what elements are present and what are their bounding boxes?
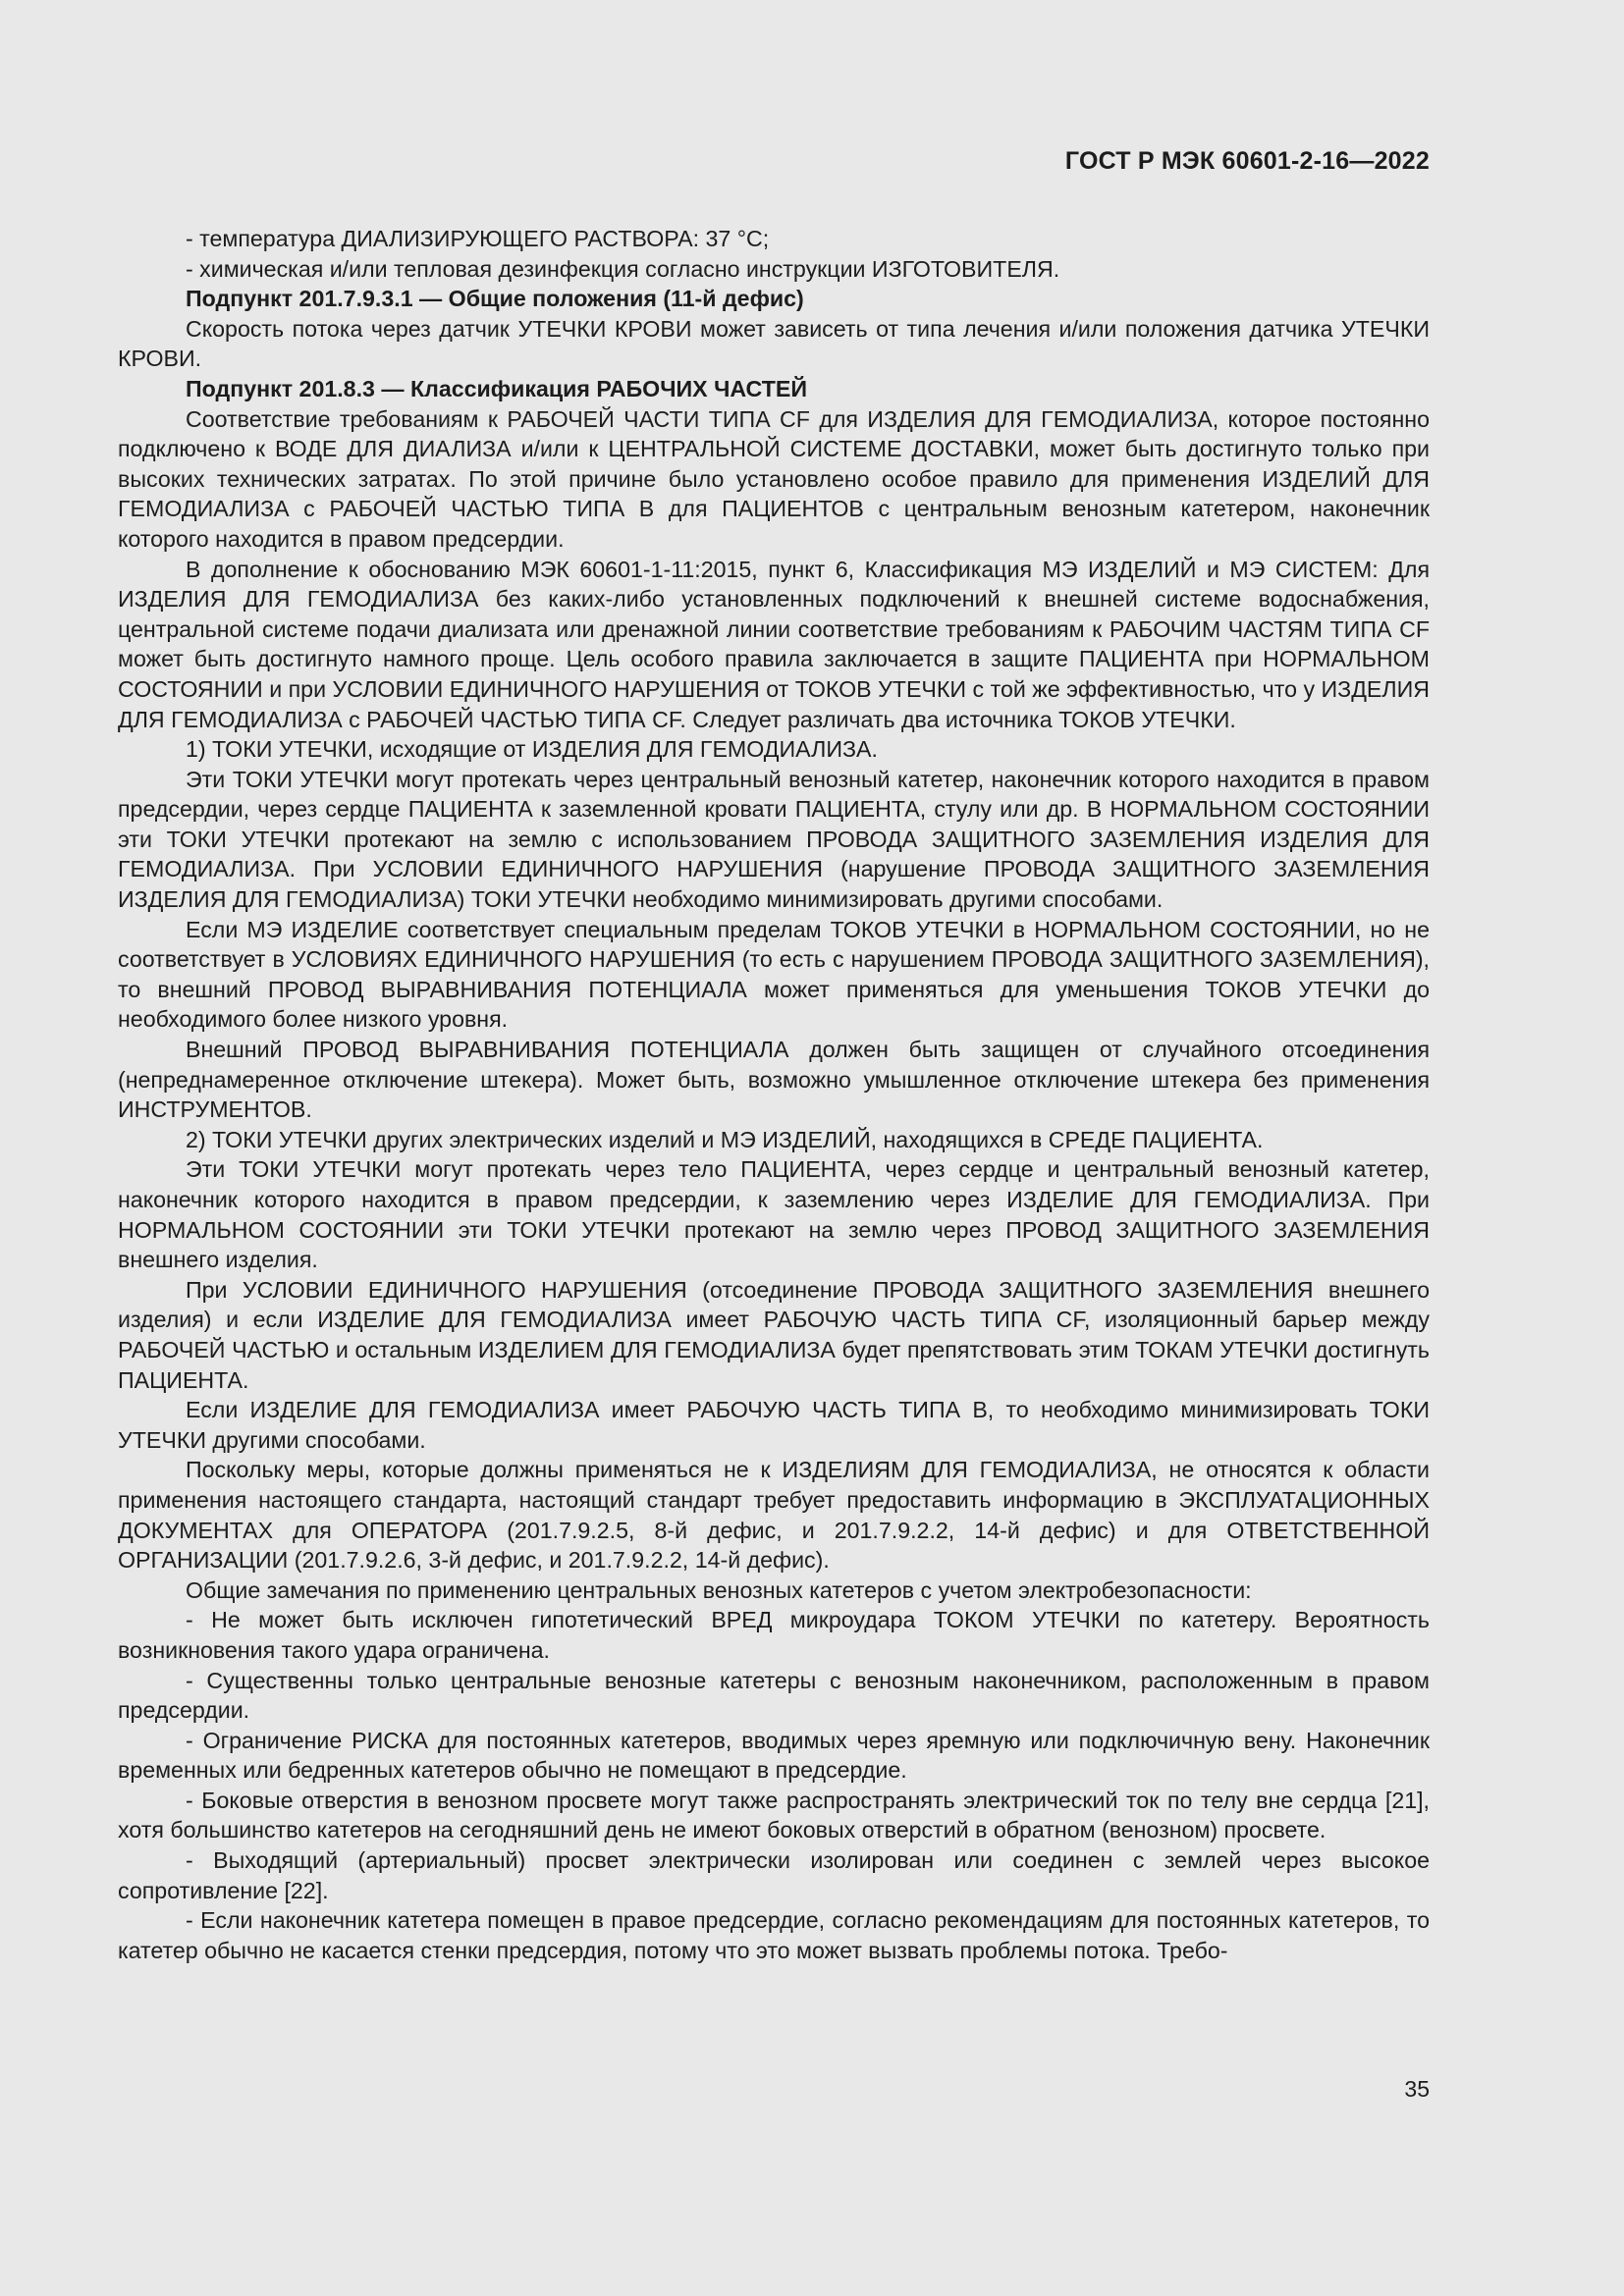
numbered-item: 2) ТОКИ УТЕЧКИ других электрических изделий и МЭ ИЗДЕЛИЙ, находящихся в СРЕДЕ ПАЦИЕНТА. — [186, 1126, 1264, 1152]
section-heading: Подпункт 201.7.9.3.1 — Общие положения (11-й дефис) — [186, 286, 804, 312]
paragraph: Эти ТОКИ УТЕЧКИ могут протекать через центральный венозный катетер, наконечник которого находится в правом предсердии, через сердце ПАЦИЕНТА к заземленной кровати ПАЦИЕНТА, стулу или др. В НОРМАЛЬНОМ СОСТОЯНИИ эти ТОКИ УТЕЧКИ протекают на землю с использованием ПРОВОДА ЗАЩИТНОГО ЗАЗЕМЛЕНИЯ ИЗДЕЛИЯ ДЛЯ ГЕМОДИАЛИЗА. При УСЛОВИИ ЕДИНИЧНОГО НАРУШЕНИЯ (нарушение ПРОВОДА ЗАЩИТНОГО ЗАЗЕМЛЕНИЯ ИЗДЕЛИЯ ДЛЯ ГЕМОДИАЛИЗА) ТОКИ УТЕЧКИ необходимо минимизировать другими способами. — [118, 766, 1430, 913]
paragraph: Общие замечания по применению центральных венозных катетеров с учетом электробезопасности: — [186, 1576, 1252, 1603]
paragraph: Скорость потока через датчик УТЕЧКИ КРОВИ может зависеть от типа лечения и/или положения датчика УТЕЧКИ КРОВИ. — [118, 315, 1430, 372]
paragraph: В дополнение к обоснованию МЭК 60601-1-11:2015, пункт 6, Классификация МЭ ИЗДЕЛИЙ и МЭ СИСТЕМ: Для ИЗДЕЛИЯ ДЛЯ ГЕМОДИАЛИЗА без каких-либо установленных подключений к внешней системе водоснабжения, центральной системе подачи диализата или дренажной линии соответствие требованиям к РАБОЧИМ ЧАСТЯМ ТИПА CF может быть достигнуто намного проще. Цель особого правила заключается в защите ПАЦИЕНТА при НОРМАЛЬНОМ СОСТОЯНИИ и при УСЛОВИИ ЕДИНИЧНОГО НАРУШЕНИЯ от ТОКОВ УТЕЧКИ с той же эффективностью, что у ИЗДЕЛИЯ ДЛЯ ГЕМОДИАЛИЗА с РАБОЧЕЙ ЧАСТЬЮ ТИПА CF. Следует различать два источника ТОКОВ УТЕЧКИ. — [118, 556, 1430, 732]
standard-code-header: ГОСТ Р МЭК 60601-2-16—2022 — [1064, 147, 1430, 175]
section-heading: Подпункт 201.8.3 — Классификация РАБОЧИХ ЧАСТЕЙ — [186, 375, 808, 401]
list-item: - Ограничение РИСКА для постоянных катетеров, вводимых через яремную или подключичную вену. Наконечник временных или бедренных катетеров обычно не помещают в предсердие. — [118, 1727, 1430, 1784]
paragraph: При УСЛОВИИ ЕДИНИЧНОГО НАРУШЕНИЯ (отсоединение ПРОВОДА ЗАЩИТНОГО ЗАЗЕМЛЕНИЯ внешнего изделия) и если ИЗДЕЛИЕ ДЛЯ ГЕМОДИАЛИЗА имеет РАБОЧУЮ ЧАСТЬ ТИПА CF, изоляционный барьер между РАБОЧЕЙ ЧАСТЬЮ и остальным ИЗДЕЛИЕМ ДЛЯ ГЕМОДИАЛИЗА будет препятствовать этим ТОКАМ УТЕЧКИ достигнуть ПАЦИЕНТА. — [118, 1276, 1430, 1393]
list-item: - Если наконечник катетера помещен в правое предсердие, согласно рекомендациям для постоянных катетеров, то катетер обычно не касается стенки предсердия, потому что это может вызвать проблемы потока. Требо- — [118, 1907, 1430, 1963]
paragraph: Если ИЗДЕЛИЕ ДЛЯ ГЕМОДИАЛИЗА имеет РАБОЧУЮ ЧАСТЬ ТИПА В, то необходимо минимизировать ТОКИ УТЕЧКИ другими способами. — [118, 1397, 1430, 1453]
list-item: - химическая и/или тепловая дезинфекция согласно инструкции ИЗГОТОВИТЕЛЯ. — [186, 255, 1060, 282]
paragraph: Поскольку меры, которые должны применяться не к ИЗДЕЛИЯМ ДЛЯ ГЕМОДИАЛИЗА, не относятся к области применения настоящего стандарта, настоящий стандарт требует предоставить информацию в ЭКСПЛУАТАЦИОННЫХ ДОКУМЕНТАХ для ОПЕРАТОРА (201.7.9.2.5, 8-й дефис, и 201.7.9.2.2, 14-й дефис) и для ОТВЕТСТВЕННОЙ ОРГАНИЗАЦИИ (201.7.9.2.6, 3-й дефис, и 201.7.9.2.2, 14-й дефис). — [118, 1457, 1430, 1574]
paragraph: Если МЭ ИЗДЕЛИЕ соответствует специальным пределам ТОКОВ УТЕЧКИ в НОРМАЛЬНОМ СОСТОЯНИИ, но не соответствует в УСЛОВИЯХ ЕДИНИЧНОГО НАРУШЕНИЯ (то есть с нарушением ПРОВОДА ЗАЩИТНОГО ЗАЗЕМЛЕНИЯ), то внешний ПРОВОД ВЫРАВНИВАНИЯ ПОТЕНЦИАЛА может применяться для уменьшения ТОКОВ УТЕЧКИ до необходимого более низкого уровня. — [118, 916, 1430, 1033]
page-body — [118, 224, 1430, 1965]
paragraph: Соответствие требованиям к РАБОЧЕЙ ЧАСТИ ТИПА CF для ИЗДЕЛИЯ ДЛЯ ГЕМОДИАЛИЗА, которое постоянно подключено к ВОДЕ ДЛЯ ДИАЛИЗА и/или к ЦЕНТРАЛЬНОЙ СИСТЕМЕ ДОСТАВКИ, может быть достигнуто только при высоких технических затратах. По этой причине было установлено особое правило для применения ИЗДЕЛИЙ ДЛЯ ГЕМОДИАЛИЗА с РАБОЧЕЙ ЧАСТЬЮ ТИПА В для ПАЦИЕНТОВ с центральным венозным катетером, наконечник которого находится в правом предсердии. — [118, 405, 1430, 552]
list-item: - Существенны только центральные венозные катетеры с венозным наконечником, расположенным в правом предсердии. — [118, 1667, 1430, 1724]
page-number: 35 — [1404, 2076, 1430, 2102]
numbered-item: 1) ТОКИ УТЕЧКИ, исходящие от ИЗДЕЛИЯ ДЛЯ ГЕМОДИАЛИЗА. — [186, 736, 878, 763]
list-item: - Боковые отверстия в венозном просвете могут также распространять электрический ток по телу вне сердца [21], хотя большинство катетеров на сегодняшний день не имеют боковых отверстий в обратном (венозном) просвете. — [118, 1787, 1430, 1843]
paragraph: Эти ТОКИ УТЕЧКИ могут протекать через тело ПАЦИЕНТА, через сердце и центральный венозный катетер, наконечник которого находится в правом предсердии, к заземлению через ИЗДЕЛИЕ ДЛЯ ГЕМОДИАЛИЗА. При НОРМАЛЬНОМ СОСТОЯНИИ эти ТОКИ УТЕЧКИ протекают на землю через ПРОВОД ЗАЩИТНОГО ЗАЗЕМЛЕНИЯ внешнего изделия. — [118, 1156, 1430, 1273]
list-item: - Не может быть исключен гипотетический ВРЕД микроудара ТОКОМ УТЕЧКИ по катетеру. Вероятность возникновения такого удара ограничена. — [118, 1607, 1430, 1663]
paragraph: Внешний ПРОВОД ВЫРАВНИВАНИЯ ПОТЕНЦИАЛА должен быть защищен от случайного отсоединения (непреднамеренное отключение штекера). Может быть, возможно умышленное отключение штекера без применения ИНСТРУМЕНТОВ. — [118, 1037, 1430, 1123]
list-item: - Выходящий (артериальный) просвет электрически изолирован или соединен с землей через высокое сопротивление [22]. — [118, 1847, 1430, 1903]
list-item: - температура ДИАЛИЗИРУЮЩЕГО РАСТВОРА: 37 °С; — [186, 226, 770, 251]
